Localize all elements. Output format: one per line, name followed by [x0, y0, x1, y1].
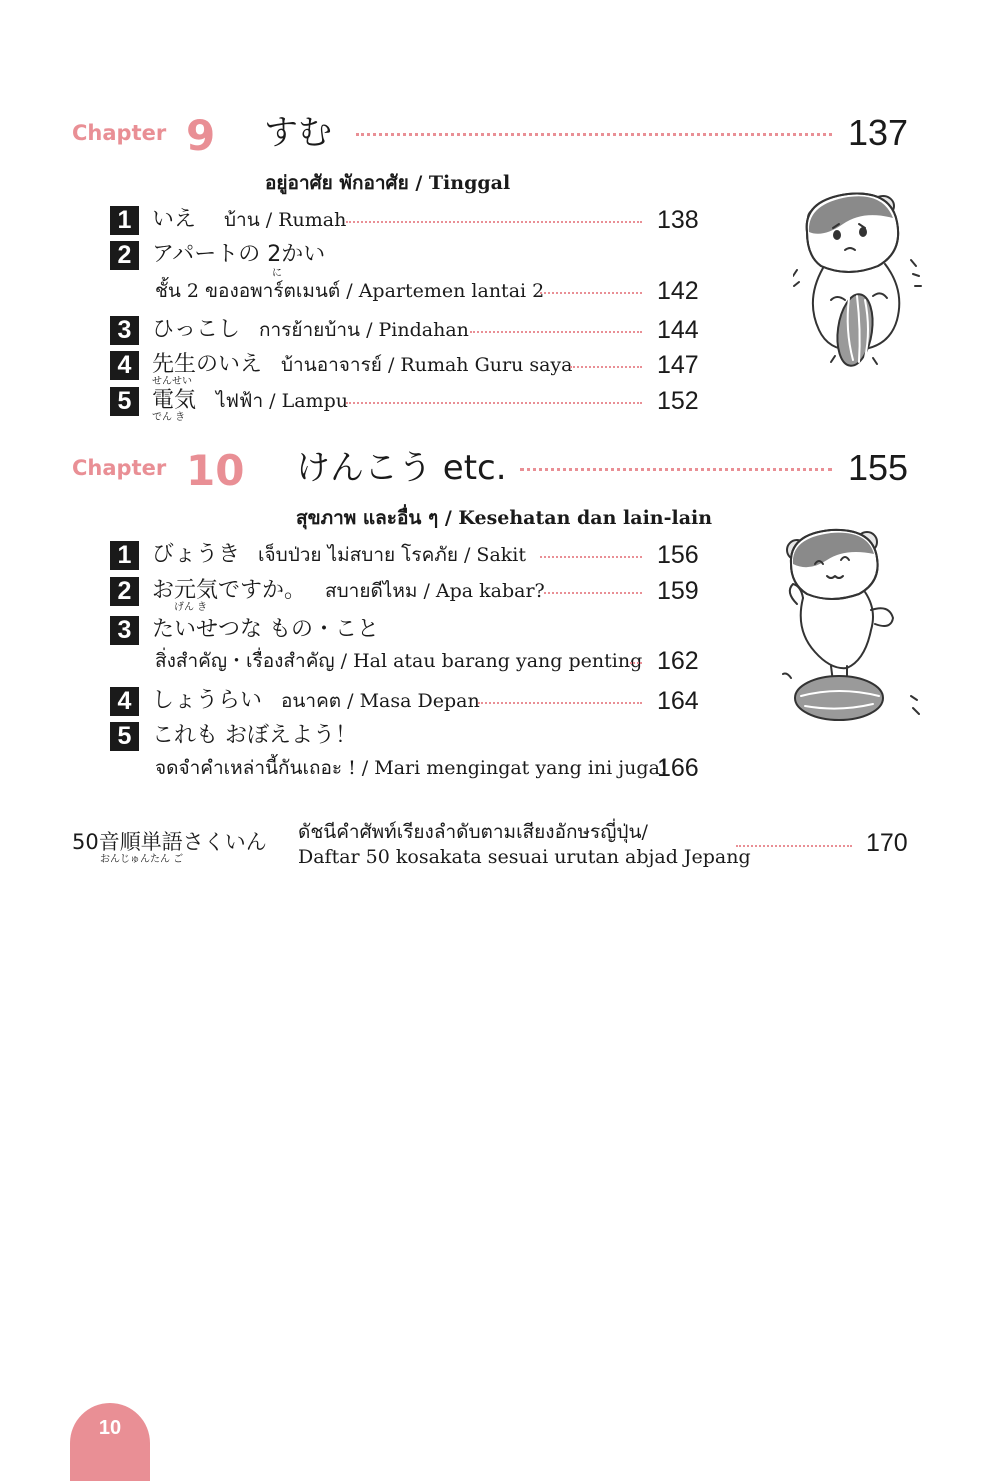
item-translation: เจ็บป่วย ไม่สบาย โรคภัย / Sakit [258, 544, 526, 566]
chapter-subtitle: อยู่อาศัย พักอาศัย / Tinggal [265, 172, 511, 194]
item-translation: ชั้น 2 ของอพาร์ตเมนต์ / Apartemen lantai 2 [155, 280, 545, 302]
item-translation: สิ่งสำคัญ・เรื่องสำคัญ / Hal atau barang yang penting [155, 650, 643, 672]
dot-leader [736, 845, 852, 847]
hamster-holding-seed-illustration [793, 180, 928, 370]
item-japanese: お元気ですか。 [152, 578, 307, 603]
item-page: 138 [657, 206, 699, 234]
dot-leader [544, 592, 642, 594]
item-page: 162 [657, 647, 699, 675]
item-page: 147 [657, 351, 699, 379]
item-number-badge: 4 [110, 687, 139, 716]
item-page: 156 [657, 541, 699, 569]
item-japanese: たいせつな もの・こと [152, 617, 379, 642]
hamster-dancing-on-seed-illustration [775, 520, 935, 730]
item-translation: การย้ายบ้าน / Pindahan [259, 319, 469, 341]
chapter-number: 10 [186, 446, 245, 495]
item-number-badge: 4 [110, 351, 139, 380]
item-japanese: 先生のいえ [152, 352, 263, 377]
dot-leader [346, 402, 642, 404]
dot-leader [478, 702, 642, 704]
item-japanese: これも おぼえよう！ [152, 723, 357, 748]
index-japanese: 50音順単語さくいん [72, 830, 267, 854]
chapter-label: Chapter [72, 456, 167, 480]
dot-leader [540, 292, 642, 294]
item-number-badge: 5 [110, 722, 139, 751]
item-number-badge: 3 [110, 316, 139, 345]
item-number-badge: 2 [110, 241, 139, 270]
page-number: 10 [98, 1417, 122, 1439]
item-page: 144 [657, 316, 699, 344]
item-ruby: せんせい [152, 376, 192, 387]
item-translation: สบายดีไหม / Apa kabar? [325, 580, 545, 602]
chapter-title[interactable]: けんこう etc. [296, 448, 507, 488]
item-number-badge: 1 [110, 206, 139, 235]
dot-leader [356, 133, 832, 136]
item-number-badge: 2 [110, 577, 139, 606]
index-thai: ดัชนีคำศัพท์เรียงลำดับตามเสียงอักษรญี่ปุ่น/ [298, 821, 648, 843]
dot-leader [630, 662, 642, 664]
item-translation: อนาคต / Masa Depan [281, 690, 480, 712]
item-page: 152 [657, 387, 699, 415]
item-translation: บ้าน / Rumah [224, 209, 347, 231]
dot-leader [540, 556, 642, 558]
item-japanese: びょうき [152, 542, 241, 567]
item-number-badge: 3 [110, 616, 139, 645]
chapter-subtitle: สุขภาพ และอื่น ๆ / Kesehatan dan lain-lain [296, 507, 713, 529]
item-page: 142 [657, 277, 699, 305]
item-translation: จดจำคำเหล่านี้กันเถอะ ! / Mari mengingat yang ini juga! [155, 757, 668, 779]
item-page: 164 [657, 687, 699, 715]
chapter-page[interactable]: 137 [848, 112, 909, 153]
dot-leader [520, 468, 832, 471]
item-translation: บ้านอาจารย์ / Rumah Guru saya [281, 354, 573, 376]
chapter-label: Chapter [72, 121, 167, 145]
item-japanese: しょうらい [152, 688, 263, 713]
item-ruby: に [272, 268, 282, 279]
item-japanese: いえ [152, 207, 197, 232]
dot-leader [470, 331, 642, 333]
index-indonesian: Daftar 50 kosakata sesuai urutan abjad Jepang [298, 846, 751, 868]
chapter-page[interactable]: 155 [848, 447, 909, 488]
index-ruby: おんじゅんたん ご [100, 854, 184, 865]
item-ruby: げん き [174, 602, 208, 613]
item-page: 166 [657, 754, 699, 782]
item-translation: ไฟฟ้า / Lampu [216, 390, 348, 412]
dot-leader [346, 221, 642, 223]
item-japanese: 電気 [152, 388, 197, 413]
item-ruby: でん き [152, 412, 186, 423]
index-page: 170 [866, 829, 908, 857]
chapter-number: 9 [186, 111, 216, 160]
page-number-tab [70, 1403, 150, 1481]
chapter-title[interactable]: すむ [264, 113, 332, 153]
item-number-badge: 1 [110, 541, 139, 570]
item-number-badge: 5 [110, 387, 139, 416]
item-page: 159 [657, 577, 699, 605]
dot-leader [570, 366, 642, 368]
item-japanese: ひっこし [152, 317, 241, 342]
item-japanese: アパートの 2かい [152, 242, 326, 267]
